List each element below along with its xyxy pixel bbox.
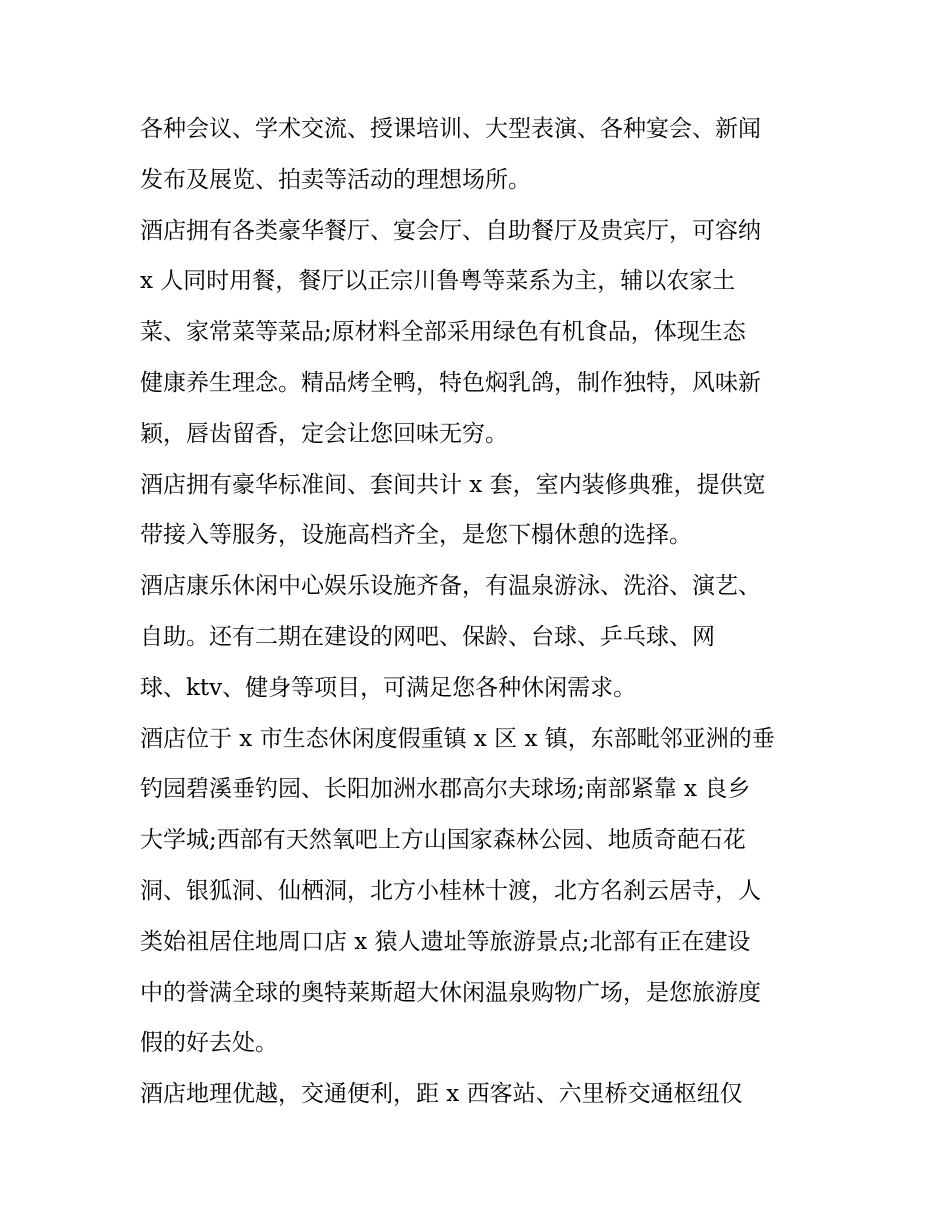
text-line: 各种会议、学术交流、授课培训、大型表演、各种宴会、新闻 [140, 116, 761, 142]
text-line: 颖，唇齿留香，定会让您回味无穷。 [140, 420, 508, 447]
text-line: 健康养生理念。精品烤全鸭，特色焖乳鸽，制作独特，风味新 [140, 369, 761, 396]
text-line: 类始祖居住地周口店 x 猿人遗址等旅游景点;北部有正在建设 [140, 928, 751, 955]
text-line: 自助。还有二期在建设的网吧、保龄、台球、乒乓球、网 [140, 623, 715, 650]
body-text [140, 104, 830, 1120]
text-line: 中的誉满全球的奥特莱斯超大休闲温泉购物广场，是您旅游度 [140, 979, 761, 1006]
text-line: 酒店拥有各类豪华餐厅、宴会厅、自助餐厅及贵宾厅，可容纳 [140, 217, 761, 244]
text-line: 假的好去处。 [140, 1030, 278, 1057]
text-line: 钓园碧溪垂钓园、长阳加洲水郡高尔夫球场;南部紧靠 x 良乡 [140, 776, 751, 803]
text-line: 球、ktv、健身等项目，可满足您各种休闲需求。 [140, 674, 637, 701]
text-line: x 人同时用餐，餐厅以正宗川鲁粤等菜系为主，辅以农家土 [140, 268, 736, 295]
text-line: 酒店地理优越，交通便利，距 x 西客站、六里桥交通枢纽仅 [140, 1081, 743, 1108]
text-line: 带接入等服务，设施高档齐全，是您下榻休憩的选择。 [140, 522, 692, 549]
text-line: 酒店拥有豪华标准间、套间共计 x 套，室内装修典雅，提供宽 [140, 471, 766, 498]
text-line: 大学城;西部有天然氧吧上方山国家森林公园、地质奇葩石花 [140, 827, 746, 854]
text-line: 酒店康乐休闲中心娱乐设施齐备，有温泉游泳、洗浴、演艺、 [140, 573, 761, 600]
text-line: 洞、银狐洞、仙栖洞，北方小桂林十渡，北方名刹云居寺，人 [140, 877, 761, 904]
text-line: 菜、家常菜等菜品;原材料全部采用绿色有机食品，体现生态 [140, 319, 746, 346]
text-line: 酒店位于 x 市生态休闲度假重镇 x 区 x 镇，东部毗邻亚洲的垂 [140, 725, 775, 752]
text-line: 发布及展览、拍卖等活动的理想场所。 [140, 166, 531, 193]
